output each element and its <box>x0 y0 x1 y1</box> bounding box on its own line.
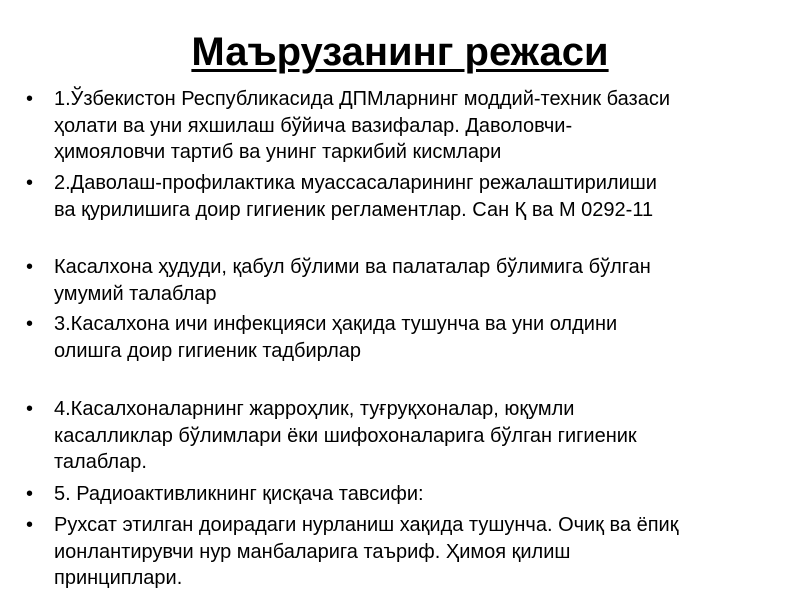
bullet-icon: • <box>26 483 34 505</box>
bullet-text: 5. Радиоактивликнинг қисқача тавсифи: <box>54 483 424 505</box>
bullet-icon: • <box>26 172 34 194</box>
bullet-text: 4.Касалхоналарнинг жарроҳлик, туғруқхоналар, юқумли касалликлар бўлимлари ёки шифохоналарига бўлган гигиеник талаблар. <box>54 398 637 473</box>
bullet-icon: • <box>26 88 34 110</box>
bullet-text: Рухсат этилган доирадаги нурланиш хақида тушунча. Очиқ ва ёпиқ ионлантирувчи нур манбаларига таъриф. Ҳимоя қилиш принциплари. <box>54 514 679 589</box>
bullet-text: 2.Даволаш-профилактика муассасаларининг режалаштирилиши ва қурилишига доир гигиеник регламентлар. Сан Қ ва М 0292-11 <box>54 172 657 221</box>
bullet-icon: • <box>26 256 34 278</box>
bullet-text: 1.Ўзбекистон Республикасида ДПМларнинг моддий-техник базаси ҳолати ва уни яхшилаш бўйича вазифалар. Даволовчи- ҳимояловчи тартиб ва унинг таркибий кисмлари <box>54 88 671 163</box>
bullet-text: Касалхона ҳудуди, қабул бўлими ва палаталар бўлимига бўлган умумий талаблар <box>54 256 651 305</box>
bullet-icon: • <box>26 514 34 536</box>
bullet-text: 3.Касалхона ичи инфекцияси ҳақида тушунча ва уни олдини олишга доир гигиеник тадбирлар <box>54 313 618 362</box>
bullet-icon: • <box>26 398 34 420</box>
slide-title: Маърузанинг режаси <box>191 30 609 74</box>
bullet-icon: • <box>26 313 34 335</box>
